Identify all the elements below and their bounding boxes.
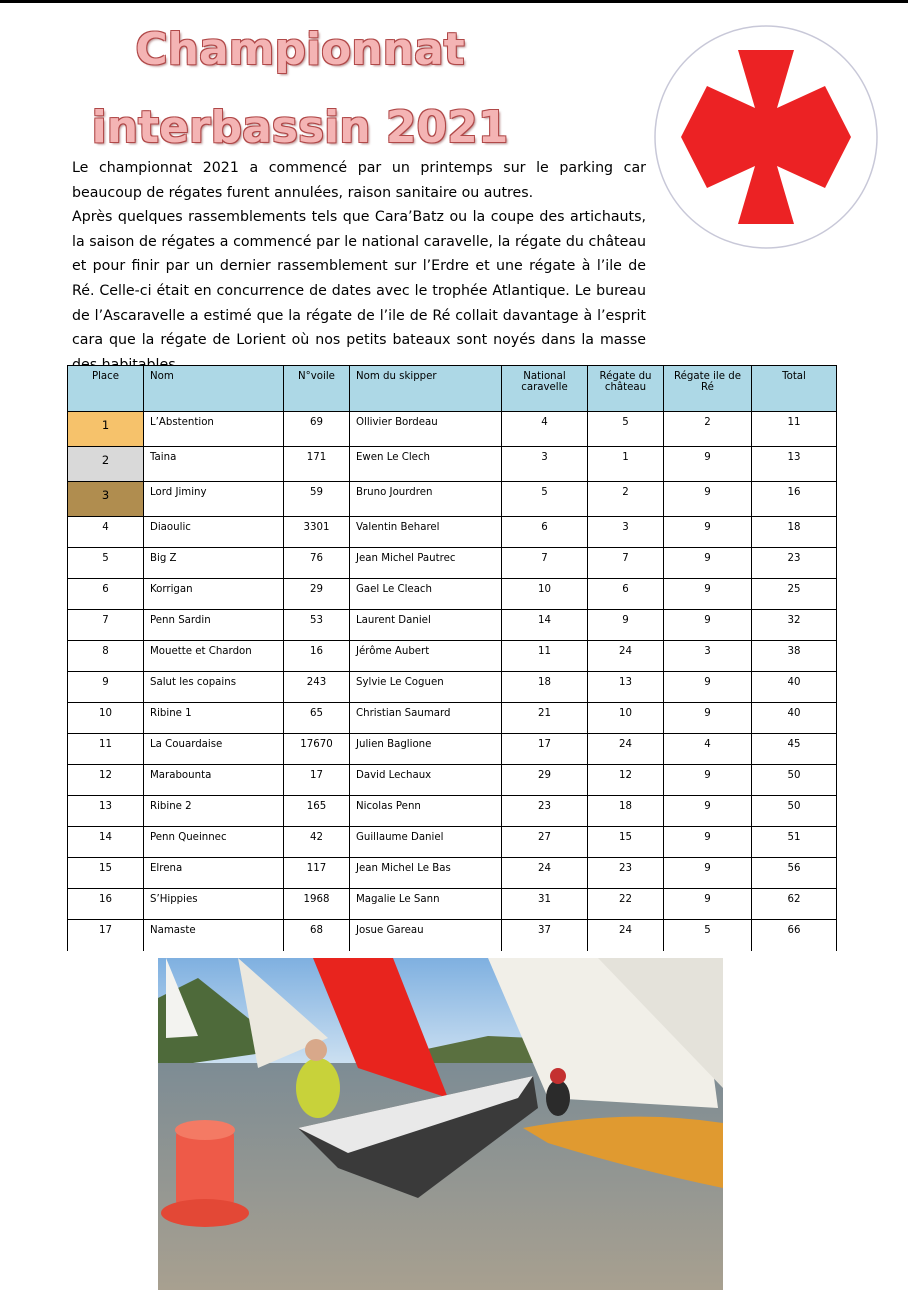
- cell-national-caravelle: 5: [502, 482, 588, 517]
- cell-regate-ile-de-re: 4: [664, 734, 752, 765]
- cell-regate-chateau: 24: [588, 734, 664, 765]
- cell-name: Mouette et Chardon: [144, 641, 284, 672]
- cell-place: 2: [68, 447, 144, 482]
- table-row: [68, 858, 837, 889]
- page-title-line-1: Championnat: [135, 24, 465, 75]
- cell-name: Elrena: [144, 858, 284, 889]
- header-name: Nom: [144, 366, 284, 412]
- cell-national-caravelle: 14: [502, 610, 588, 641]
- cell-place: 4: [68, 517, 144, 548]
- table-row: [68, 548, 837, 579]
- cell-sail-number: 76: [284, 548, 350, 579]
- cell-name: S’Hippies: [144, 889, 284, 920]
- cell-name: Penn Sardin: [144, 610, 284, 641]
- cell-national-caravelle: 24: [502, 858, 588, 889]
- cell-skipper: Guillaume Daniel: [350, 827, 502, 858]
- cell-regate-chateau: 22: [588, 889, 664, 920]
- cell-skipper: Julien Baglione: [350, 734, 502, 765]
- cell-regate-chateau: 23: [588, 858, 664, 889]
- cell-place: 17: [68, 920, 144, 951]
- cell-skipper: Jean Michel Le Bas: [350, 858, 502, 889]
- header-regate-chateau: Régate du château: [588, 366, 664, 412]
- cell-sail-number: 68: [284, 920, 350, 951]
- cell-regate-ile-de-re: 9: [664, 827, 752, 858]
- cell-skipper: David Lechaux: [350, 765, 502, 796]
- cell-national-caravelle: 37: [502, 920, 588, 951]
- page-title-line-2: interbassin 2021: [91, 102, 509, 153]
- cell-regate-ile-de-re: 9: [664, 610, 752, 641]
- cell-skipper: Ollivier Bordeau: [350, 412, 502, 447]
- cell-regate-chateau: 3: [588, 517, 664, 548]
- cell-name: Marabounta: [144, 765, 284, 796]
- cell-regate-ile-de-re: 9: [664, 703, 752, 734]
- cell-regate-chateau: 12: [588, 765, 664, 796]
- cell-total: 40: [752, 672, 837, 703]
- cell-national-caravelle: 21: [502, 703, 588, 734]
- intro-paragraph-1: Le championnat 2021 a commencé par un printemps sur le parking car beaucoup de régates furent annulées, raison sanitaire ou autres.: [72, 160, 646, 201]
- cell-skipper: Valentin Beharel: [350, 517, 502, 548]
- cell-skipper: Bruno Jourdren: [350, 482, 502, 517]
- table-row: [68, 889, 837, 920]
- cell-sail-number: 42: [284, 827, 350, 858]
- cell-skipper: Laurent Daniel: [350, 610, 502, 641]
- cell-place: 5: [68, 548, 144, 579]
- cell-national-caravelle: 17: [502, 734, 588, 765]
- cell-regate-chateau: 10: [588, 703, 664, 734]
- cell-regate-ile-de-re: 9: [664, 482, 752, 517]
- cell-place: 11: [68, 734, 144, 765]
- cell-name: Diaoulic: [144, 517, 284, 548]
- sailing-photo: [158, 958, 723, 1290]
- cell-skipper: Jérôme Aubert: [350, 641, 502, 672]
- cell-regate-chateau: 5: [588, 412, 664, 447]
- intro-text: [72, 156, 646, 377]
- cell-total: 40: [752, 703, 837, 734]
- table-row: [68, 517, 837, 548]
- red-maltese-cross-icon: [653, 24, 879, 250]
- cell-place: 7: [68, 610, 144, 641]
- cell-name: Korrigan: [144, 579, 284, 610]
- cell-regate-ile-de-re: 9: [664, 447, 752, 482]
- cell-name: Penn Queinnec: [144, 827, 284, 858]
- cell-national-caravelle: 4: [502, 412, 588, 447]
- cell-skipper: Christian Saumard: [350, 703, 502, 734]
- cell-regate-ile-de-re: 9: [664, 765, 752, 796]
- cell-skipper: Nicolas Penn: [350, 796, 502, 827]
- cell-place: 12: [68, 765, 144, 796]
- cell-total: 23: [752, 548, 837, 579]
- table-row: [68, 920, 837, 951]
- cell-regate-ile-de-re: 9: [664, 548, 752, 579]
- cell-name: L’Abstention: [144, 412, 284, 447]
- table-row: [68, 610, 837, 641]
- cell-regate-chateau: 18: [588, 796, 664, 827]
- table-header-row: [68, 366, 837, 412]
- cell-total: 18: [752, 517, 837, 548]
- cell-total: 50: [752, 765, 837, 796]
- cell-sail-number: 165: [284, 796, 350, 827]
- cell-total: 50: [752, 796, 837, 827]
- table-row: [68, 734, 837, 765]
- cell-regate-chateau: 2: [588, 482, 664, 517]
- cell-place: 3: [68, 482, 144, 517]
- cell-sail-number: 117: [284, 858, 350, 889]
- header-national-caravelle: National caravelle: [502, 366, 588, 412]
- cell-skipper: Sylvie Le Coguen: [350, 672, 502, 703]
- cell-name: Taina: [144, 447, 284, 482]
- cell-skipper: Gael Le Cleach: [350, 579, 502, 610]
- cell-skipper: Jean Michel Pautrec: [350, 548, 502, 579]
- cell-regate-ile-de-re: 9: [664, 579, 752, 610]
- cell-sail-number: 29: [284, 579, 350, 610]
- cell-total: 32: [752, 610, 837, 641]
- cell-regate-chateau: 6: [588, 579, 664, 610]
- cell-total: 13: [752, 447, 837, 482]
- cell-place: 13: [68, 796, 144, 827]
- cell-place: 8: [68, 641, 144, 672]
- cell-regate-chateau: 9: [588, 610, 664, 641]
- cell-regate-chateau: 13: [588, 672, 664, 703]
- cell-total: 51: [752, 827, 837, 858]
- table-row: [68, 765, 837, 796]
- cell-total: 45: [752, 734, 837, 765]
- cell-regate-chateau: 24: [588, 641, 664, 672]
- cell-sail-number: 3301: [284, 517, 350, 548]
- cell-national-caravelle: 31: [502, 889, 588, 920]
- cell-national-caravelle: 11: [502, 641, 588, 672]
- cell-name: Lord Jiminy: [144, 482, 284, 517]
- table-row: [68, 447, 837, 482]
- cell-sail-number: 69: [284, 412, 350, 447]
- cell-skipper: Magalie Le Sann: [350, 889, 502, 920]
- cell-place: 9: [68, 672, 144, 703]
- cell-national-caravelle: 10: [502, 579, 588, 610]
- cell-national-caravelle: 3: [502, 447, 588, 482]
- cell-sail-number: 243: [284, 672, 350, 703]
- cell-sail-number: 59: [284, 482, 350, 517]
- cell-national-caravelle: 7: [502, 548, 588, 579]
- cell-total: 38: [752, 641, 837, 672]
- cell-sail-number: 17: [284, 765, 350, 796]
- cell-regate-chateau: 1: [588, 447, 664, 482]
- table-row: [68, 412, 837, 447]
- cell-sail-number: 171: [284, 447, 350, 482]
- cell-regate-ile-de-re: 9: [664, 858, 752, 889]
- cell-total: 56: [752, 858, 837, 889]
- cell-sail-number: 1968: [284, 889, 350, 920]
- cell-regate-chateau: 7: [588, 548, 664, 579]
- cell-name: Ribine 1: [144, 703, 284, 734]
- header-sail-number: N°voile: [284, 366, 350, 412]
- header-skipper: Nom du skipper: [350, 366, 502, 412]
- cell-regate-chateau: 24: [588, 920, 664, 951]
- cell-sail-number: 65: [284, 703, 350, 734]
- cell-regate-ile-de-re: 9: [664, 672, 752, 703]
- cell-name: Salut les copains: [144, 672, 284, 703]
- table-row: [68, 703, 837, 734]
- cell-sail-number: 16: [284, 641, 350, 672]
- cell-name: Namaste: [144, 920, 284, 951]
- table-row: [68, 579, 837, 610]
- cell-name: Ribine 2: [144, 796, 284, 827]
- intro-paragraph-2: Après quelques rassemblements tels que Cara’Batz ou la coupe des artichauts, la saison de régates a commencé par le national caravelle, la régate du château et pour finir par un dernier rassemblement sur l’Erdre et une régate à l’ile de Ré. Celle-ci était en concurrence de dates avec le trophée Atlantique. Le bureau de l’Ascaravelle a estimé que la régate de l’ile de Ré collait davantage à l’esprit cara que la régate de Lorient où nos petits bateaux sont noyés dans la masse: [72, 209, 646, 349]
- cell-place: 15: [68, 858, 144, 889]
- cell-regate-chateau: 15: [588, 827, 664, 858]
- cell-total: 62: [752, 889, 837, 920]
- cell-regate-ile-de-re: 3: [664, 641, 752, 672]
- cell-place: 16: [68, 889, 144, 920]
- cell-total: 66: [752, 920, 837, 951]
- cell-total: 11: [752, 412, 837, 447]
- header-regate-ile-de-re: Régate ile de Ré: [664, 366, 752, 412]
- cell-skipper: Josue Gareau: [350, 920, 502, 951]
- header-total: Total: [752, 366, 837, 412]
- cell-regate-ile-de-re: 5: [664, 920, 752, 951]
- cell-place: 1: [68, 412, 144, 447]
- cell-name: La Couardaise: [144, 734, 284, 765]
- cell-national-caravelle: 6: [502, 517, 588, 548]
- cell-skipper: Ewen Le Clech: [350, 447, 502, 482]
- cell-place: 10: [68, 703, 144, 734]
- cell-national-caravelle: 23: [502, 796, 588, 827]
- cell-name: Big Z: [144, 548, 284, 579]
- standings-table: [67, 365, 837, 951]
- table-row: [68, 827, 837, 858]
- cell-regate-ile-de-re: 2: [664, 412, 752, 447]
- table-row: [68, 482, 837, 517]
- cell-regate-ile-de-re: 9: [664, 796, 752, 827]
- cell-sail-number: 53: [284, 610, 350, 641]
- cell-place: 6: [68, 579, 144, 610]
- cell-regate-ile-de-re: 9: [664, 517, 752, 548]
- cell-national-caravelle: 18: [502, 672, 588, 703]
- cell-total: 25: [752, 579, 837, 610]
- cell-sail-number: 17670: [284, 734, 350, 765]
- table-row: [68, 641, 837, 672]
- cell-total: 16: [752, 482, 837, 517]
- table-row: [68, 672, 837, 703]
- cell-place: 14: [68, 827, 144, 858]
- top-rule: [0, 0, 908, 3]
- cell-national-caravelle: 29: [502, 765, 588, 796]
- header-place: Place: [68, 366, 144, 412]
- table-row: [68, 796, 837, 827]
- cell-national-caravelle: 27: [502, 827, 588, 858]
- cell-regate-ile-de-re: 9: [664, 889, 752, 920]
